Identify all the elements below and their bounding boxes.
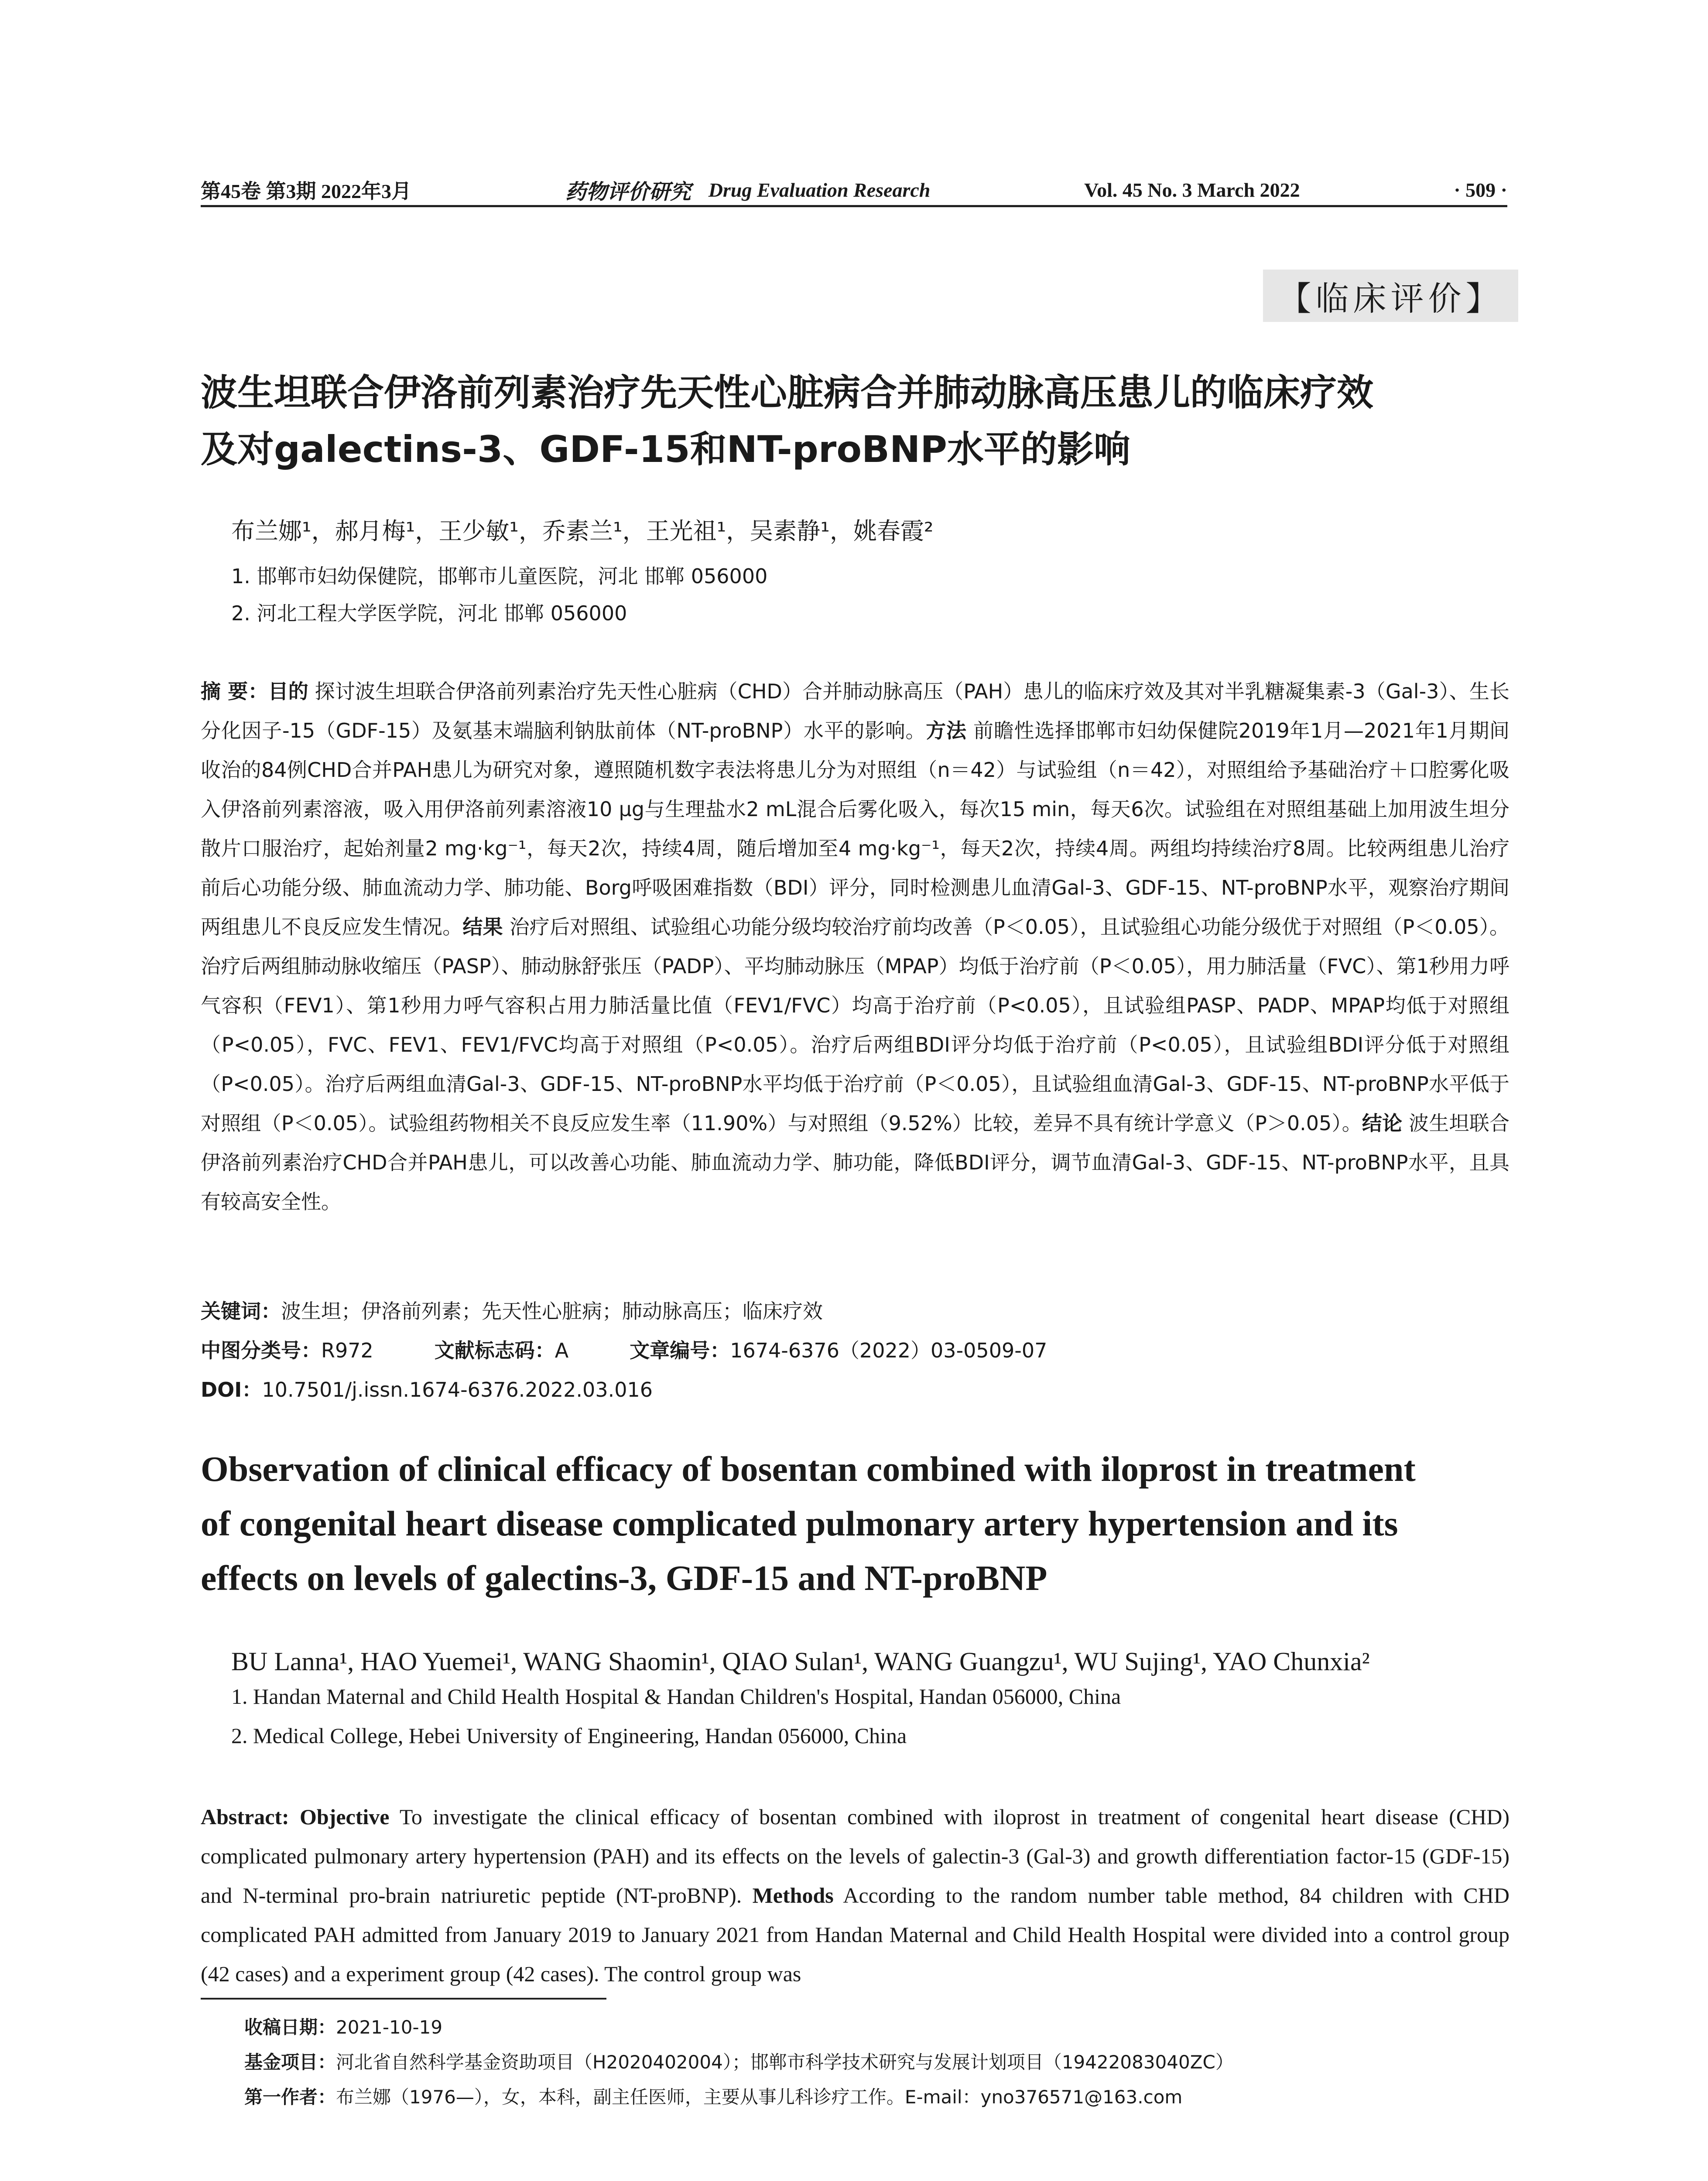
objective-en-text: To investigate the clinical efficacy of bosentan combined with iloprost in treatment of congenital heart disease (CHD) complicated pulmonary artery hypertension (PAH) and its effects on the levels of galectin-3 (Gal-3) and growth differentiation factor-15 (GDF-15) and N-terminal pro-brain natriuretic peptide (NT-proBNP). [201, 1805, 1509, 1908]
title-en-line1: Observation of clinical efficacy of bosentan combined with iloprost in treatment [201, 1449, 1416, 1489]
doc-code-value: A [555, 1339, 569, 1362]
objective-cn-label: 目的 [268, 680, 308, 703]
journal-logo-cn: 药物评价研究 [565, 179, 691, 204]
results-cn-label: 结果 [462, 915, 503, 939]
keywords-cn [201, 1296, 823, 1324]
title-cn-line2: 及对galectins-3、GDF-15和NT-proBNP水平的影响 [201, 428, 1130, 471]
clc-label: 中图分类号： [201, 1339, 321, 1362]
affiliation-en-1: 1. Handan Maternal and Child Health Hospital & Handan Children's Hospital, Handan 056000, China [231, 1684, 1121, 1709]
affiliation-cn-1: 1. 邯郸市妇幼保健院，邯郸市儿童医院，河北 邯郸 056000 [231, 564, 768, 588]
issue-cn: 第45卷 第3期 2022年3月 [201, 180, 411, 202]
objective-cn-text: 探讨波生坦联合伊洛前列素治疗先天性心脏病（CHD）合并肺动脉高压（PAH）患儿的临床疗效及其对半乳糖凝集素-3（Gal-3）、生长分化因子-15（GDF-15）及氨基末端脑利钠肽前体（NT-proBNP）水平的影响。 [201, 680, 1510, 742]
classification-line [201, 1335, 1047, 1364]
article-number-value: 1674-6376（2022）03-0509-07 [730, 1339, 1047, 1362]
conclusion-cn-label: 结论 [1362, 1111, 1403, 1135]
abstract-cn-label: 摘 要： [201, 680, 268, 703]
doc-code-label: 文献标志码： [434, 1339, 555, 1362]
footnote-first-author-label: 第一作者： [244, 2086, 336, 2108]
abstract-en [201, 1797, 1509, 1993]
methods-cn-label: 方法 [926, 719, 967, 742]
methods-en-text: According to the random number table method, 84 children with CHD complicated PAH admitted from January 2019 to January 2021 from Handan Maternal and Child Health Hospital were divided into a control group (42 cases) and a experiment group (42 cases). The control group was [201, 1883, 1509, 1986]
results-cn-text: 治疗后对照组、试验组心功能分级均较治疗前均改善（P＜0.05），且试验组心功能分级优于对照组（P＜0.05）。治疗后两组肺动脉收缩压（PASP）、肺动脉舒张压（PADP）、平均肺动脉压（MPAP）均低于治疗前（P＜0.05），用力肺活量（FVC）、第1秒用力呼气容积（FEV1）、第1秒用力呼气容积占用力肺活量比值（FEV1/FVC）均高于治疗前（P<0.05），且试验组PASP、PADP、MPAP均低于对照组（P<0.05），FVC、FEV1、FEV1/FVC均高于对照组（P<0.05）。治疗后两组BDI评分均低于治疗前（P<0.05），且试验组BDI评分低于对照组（P<0.05）。治疗后两组血清Gal-3、GDF-15、NT-proBNP水平均低于治疗前（P＜0.05），且试验组血清Gal-3、GDF-15、NT-proBNP水平低于对照组（P＜0.05）。试验组药物相关不良反应发生率（11.90%）与对照组（9.52%）比较，差异不具有统计学意义（P＞0.05）。 [201, 915, 1510, 1135]
doi-line [201, 1374, 653, 1403]
methods-cn-text: 前瞻性选择邯郸市妇幼保健院2019年1月—2021年1月期间收治的84例CHD合并PAH患儿为研究对象，遵照随机数字表法将患儿分为对照组（n＝42）与试验组（n＝42），对照组给予基础治疗＋口腔雾化吸入伊洛前列素溶液，吸入用伊洛前列素溶液10 μg与生理盐水2 mL混合后雾化吸入，每次15 min，每天6次。试验组在对照组基础上加用波生坦分散片口服治疗，起始剂量2 mg·kg⁻¹，每天2次，持续4周，随后增加至4 mg·kg⁻¹，每天2次，持续4周。两组均持续治疗8周。比较两组患儿治疗前后心功能分级、肺血流动力学、肺功能、Borg呼吸困难指数（BDI）评分，同时检测患儿血清Gal-3、GDF-15、NT-proBNP水平，观察治疗期间两组患儿不良反应发生情况。 [201, 719, 1510, 939]
footnote-received-label: 收稿日期： [244, 2017, 336, 2038]
doi-label: DOI： [201, 1378, 262, 1402]
abstract-en-label: Abstract: [201, 1805, 289, 1829]
journal-name-en: Drug Evaluation Research [708, 178, 931, 201]
affiliation-en-2: 2. Medical College, Hebei University of Engineering, Handan 056000, China [231, 1723, 907, 1748]
affiliation-cn-2: 2. 河北工程大学医学院，河北 邯郸 056000 [231, 602, 627, 625]
authors-cn: 布兰娜¹，郝月梅¹，王少敏¹，乔素兰¹，王光祖¹，吴素静¹，姚春霞² [231, 517, 934, 545]
authors-en: BU Lanna¹, HAO Yuemei¹, WANG Shaomin¹, QIAO Sulan¹, WANG Guangzu¹, WU Sujing¹, YAO Chunxia² [231, 1647, 1370, 1676]
header-rule [201, 205, 1507, 207]
abstract-cn [201, 672, 1509, 1221]
footnote-funding [244, 2048, 1234, 2074]
column-label: 【临床评价】 [1263, 270, 1518, 322]
footnote-rule [201, 1998, 606, 2000]
page-number: · 509 · [1454, 178, 1507, 201]
issue-en: Vol. 45 No. 3 March 2022 [1084, 178, 1300, 201]
footnote-funding-label: 基金项目： [244, 2051, 336, 2073]
footnote-first-author-text: 布兰娜（1976—），女，本科，副主任医师，主要从事儿科诊疗工作。E-mail：yno376571@163.com [336, 2086, 1183, 2108]
keywords-cn-text: 波生坦；伊洛前列素；先天性心脏病；肺动脉高压；临床疗效 [281, 1299, 823, 1323]
doi-value: 10.7501/j.issn.1674-6376.2022.03.016 [262, 1378, 653, 1402]
conclusion-cn-text: 波生坦联合伊洛前列素治疗CHD合并PAH患儿，可以改善心功能、肺血流动力学、肺功能，降低BDI评分，调节血清Gal-3、GDF-15、NT-proBNP水平，且具有较高安全性。 [201, 1111, 1509, 1214]
clc-value: R972 [321, 1339, 373, 1362]
title-en-line3: effects on levels of galectins-3, GDF-15 and NT-proBNP [201, 1558, 1047, 1598]
footnote-first-author [244, 2083, 1182, 2109]
methods-en-label: Methods [752, 1883, 834, 1908]
title-cn-line1: 波生坦联合伊洛前列素治疗先天性心脏病合并肺动脉高压患儿的临床疗效 [201, 371, 1374, 414]
title-en-line2: of congenital heart disease complicated pulmonary artery hypertension and its [201, 1504, 1398, 1543]
footnote-received-text: 2021-10-19 [336, 2017, 443, 2038]
objective-en-label: Objective [289, 1805, 390, 1829]
footnote-received [244, 2013, 442, 2039]
article-number-label: 文章编号： [630, 1339, 730, 1362]
keywords-cn-label: 关键词： [201, 1299, 281, 1323]
footnote-funding-text: 河北省自然科学基金资助项目（H2020402004）；邯郸市科学技术研究与发展计划项目（19422083040ZC） [336, 2051, 1234, 2073]
